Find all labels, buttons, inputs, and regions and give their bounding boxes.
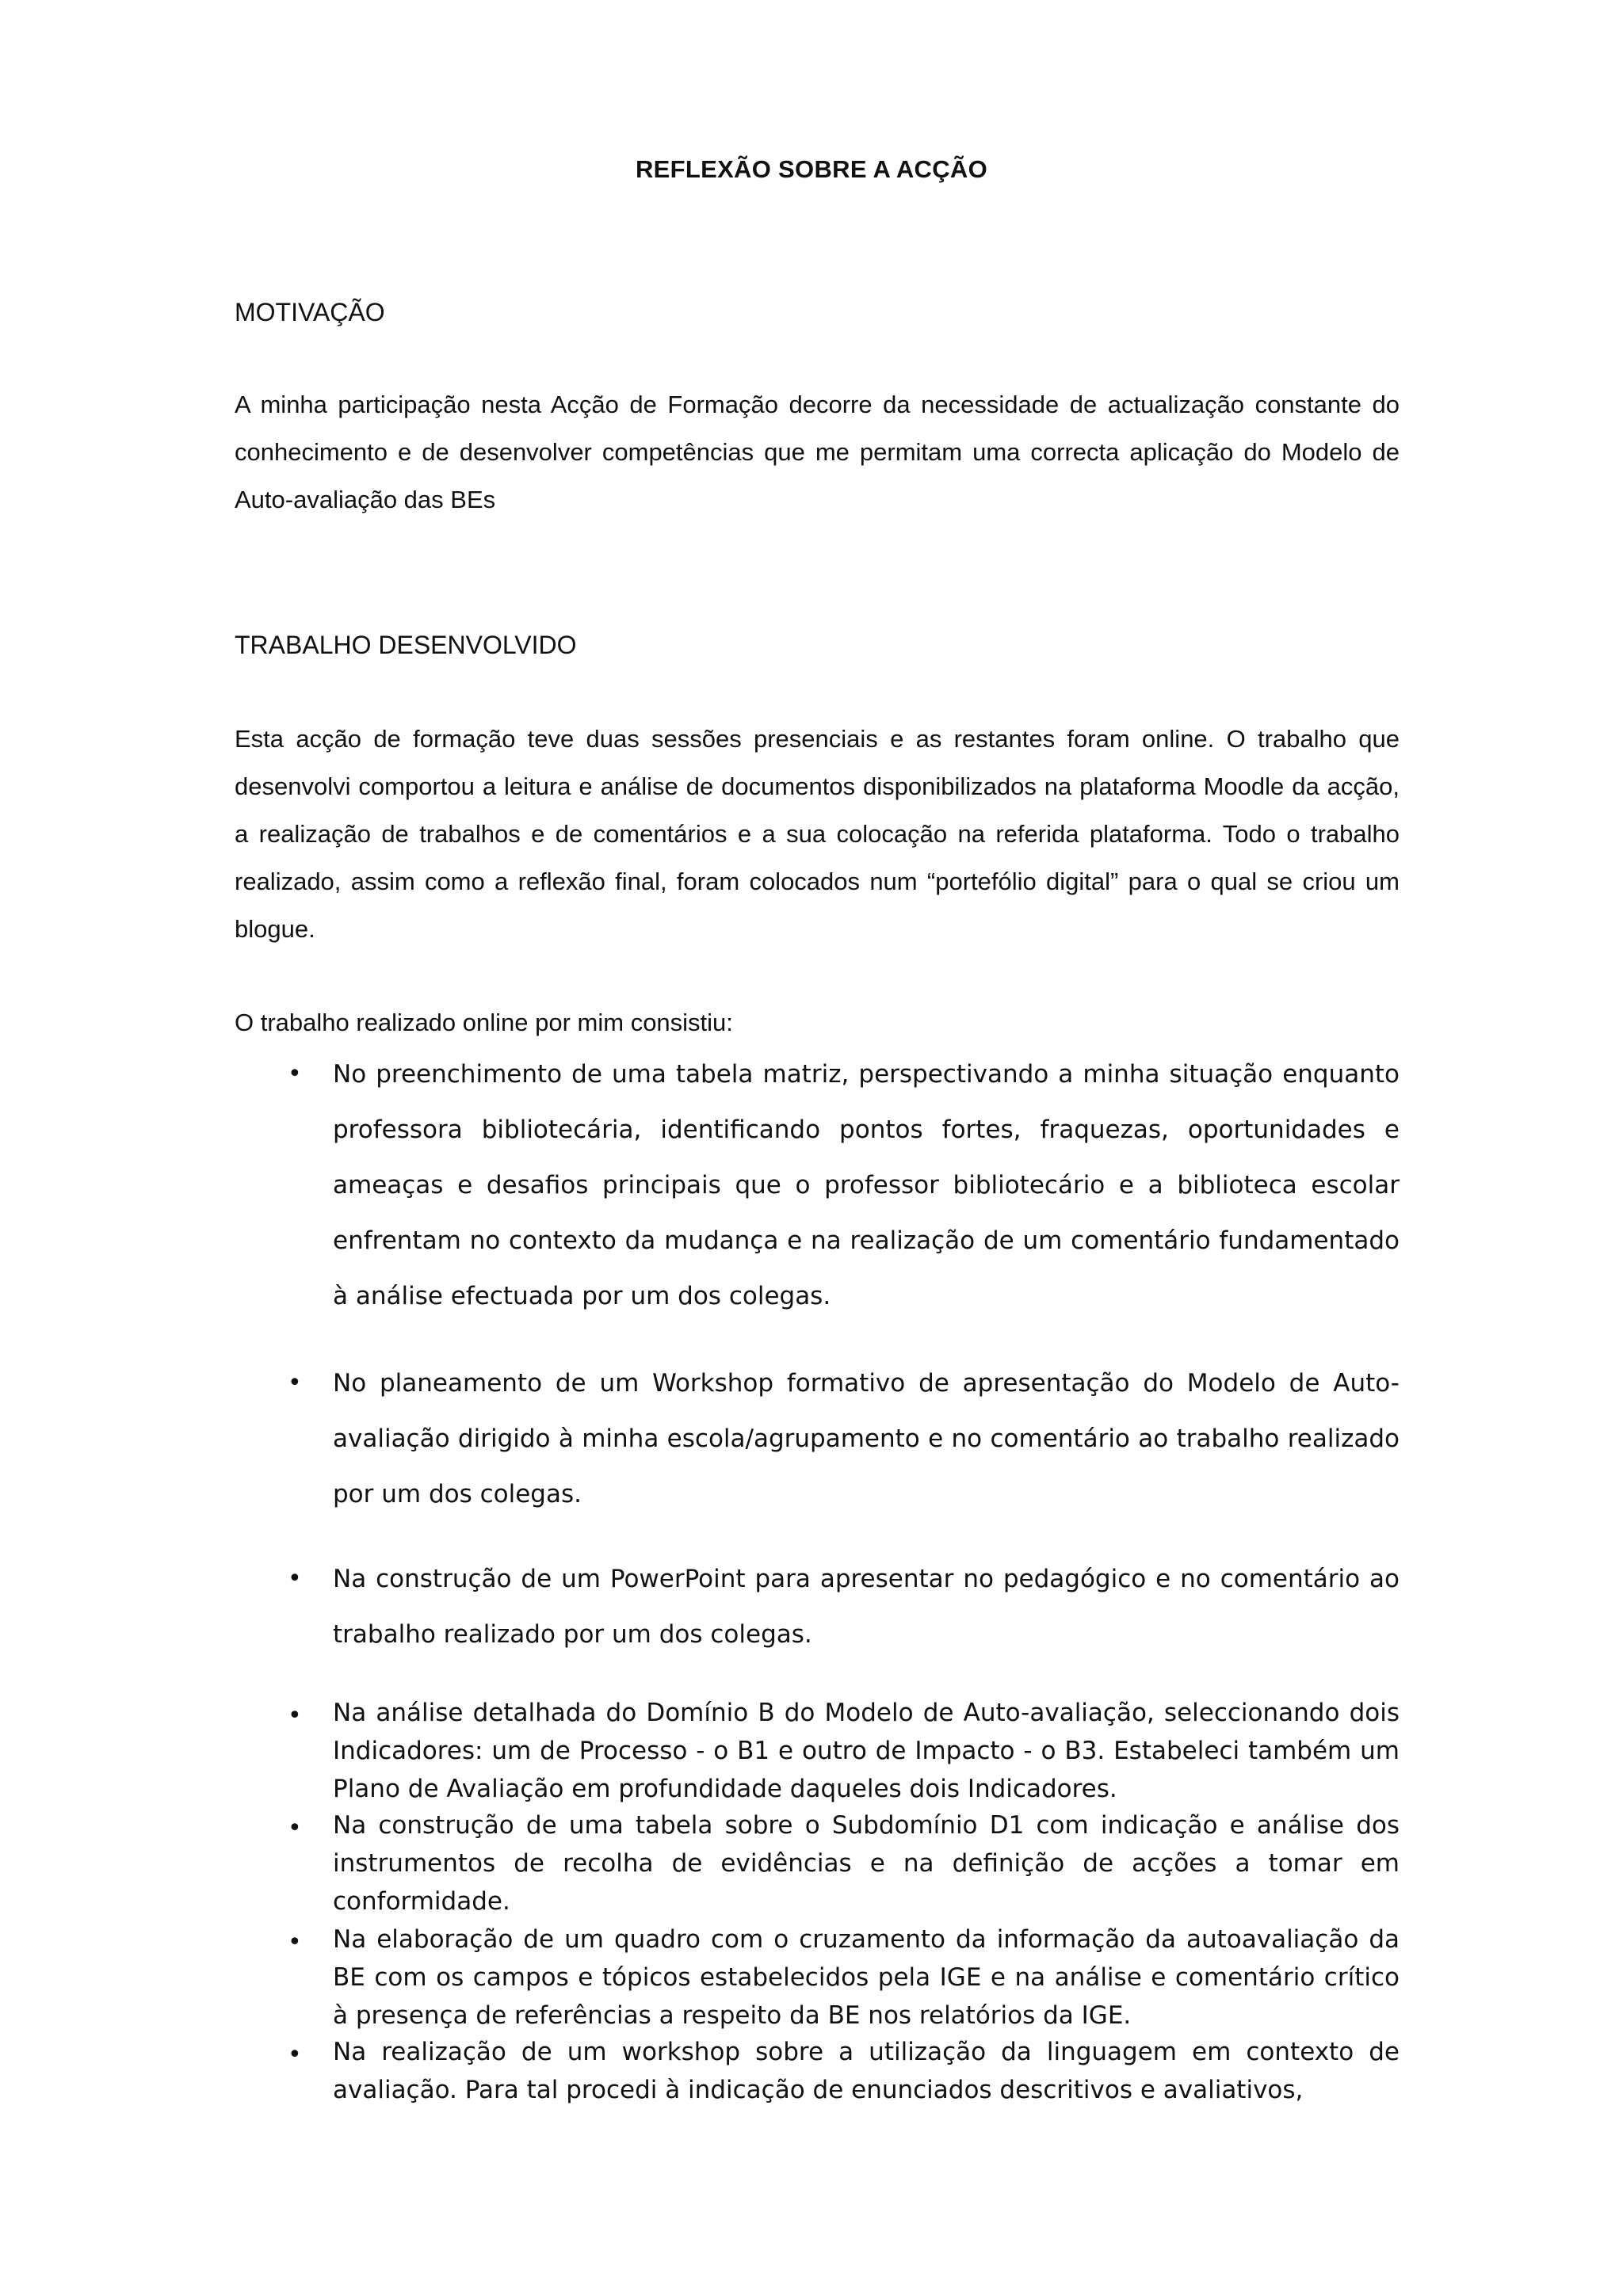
motivation-paragraph: A minha participação nesta Acção de Formação decorre da necessidade de actualização constante do conhecimento e de desenvolver competências que me permitam uma correcta aplicação do Modelo de Auto-avaliação das BEs [235,391,1400,513]
list-item: Na construção de um PowerPoint para apresentar no pedagógico e no comentário ao trabalho realizado por um dos colegas. [333,1565,1400,1649]
bullet-icon: • [288,1702,302,1730]
work-paragraph: Esta acção de formação teve duas sessões presenciais e as restantes foram online. O trabalho que desenvolvi comportou a leitura e análise de documentos disponibilizados na plataforma Moodle da acção, a realização de trabalhos e de comentários e a sua colocação na referida plataforma. Todo o trabalho realizado, assim como a reflexão final, foram colocados num “portefólio digital” para o qual se criou um blogue. [235,725,1400,943]
bullet-icon: • [288,1060,302,1088]
list-item: Na elaboração de um quadro com o cruzamento da informação da autoavaliação da BE com os campos e tópicos estabelecidos pela IGE e na análise e comentário crítico à presença de referências a respeito da BE nos relatórios da IGE. [333,1925,1400,2030]
section-heading-motivacao: MOTIVAÇÃO [235,298,385,326]
document-title: REFLEXÃO SOBRE A ACÇÃO [635,155,988,183]
bullet-icon: • [288,1928,302,1956]
bullet-icon: • [288,1565,302,1592]
list-intro: O trabalho realizado online por mim consistiu: [235,1009,733,1036]
bullet-icon: • [288,2041,302,2069]
bullet-icon: • [288,1369,302,1397]
list-item: Na realização de um workshop sobre a utilização da linguagem em contexto de avaliação. Para tal procedi à indicação de enunciados descritivos e avaliativos, [333,2038,1400,2104]
list-item: Na análise detalhada do Domínio B do Modelo de Auto-avaliação, seleccionando dois Indicadores: um de Processo - o B1 e outro de Impacto - o B3. Estabeleci também um Plano de Avaliação em profundidade daqueles dois Indicadores. [333,1699,1400,1803]
list-item: Na construção de uma tabela sobre o Subdomínio D1 com indicação e análise dos instrumentos de recolha de evidências e na definição de acções a tomar em conformidade. [333,1811,1400,1916]
list-item: No preenchimento de uma tabela matriz, perspectivando a minha situação enquanto professora bibliotecária, identificando pontos fortes, fraquezas, oportunidades e ameaças e desafios principais que o professor bibliotecário e a biblioteca escolar enfrentam no contexto da mudança e na realização de um comentário fundamentado à análise efectuada por um dos colegas. [333,1060,1400,1310]
bullet-icon: • [288,1814,302,1842]
list-item: No planeamento de um Workshop formativo de apresentação do Modelo de Auto-avaliação dirigido à minha escola/agrupamento e no comentário ao trabalho realizado por um dos colegas. [333,1369,1400,1508]
section-heading-trabalho: TRABALHO DESENVOLVIDO [235,631,577,659]
